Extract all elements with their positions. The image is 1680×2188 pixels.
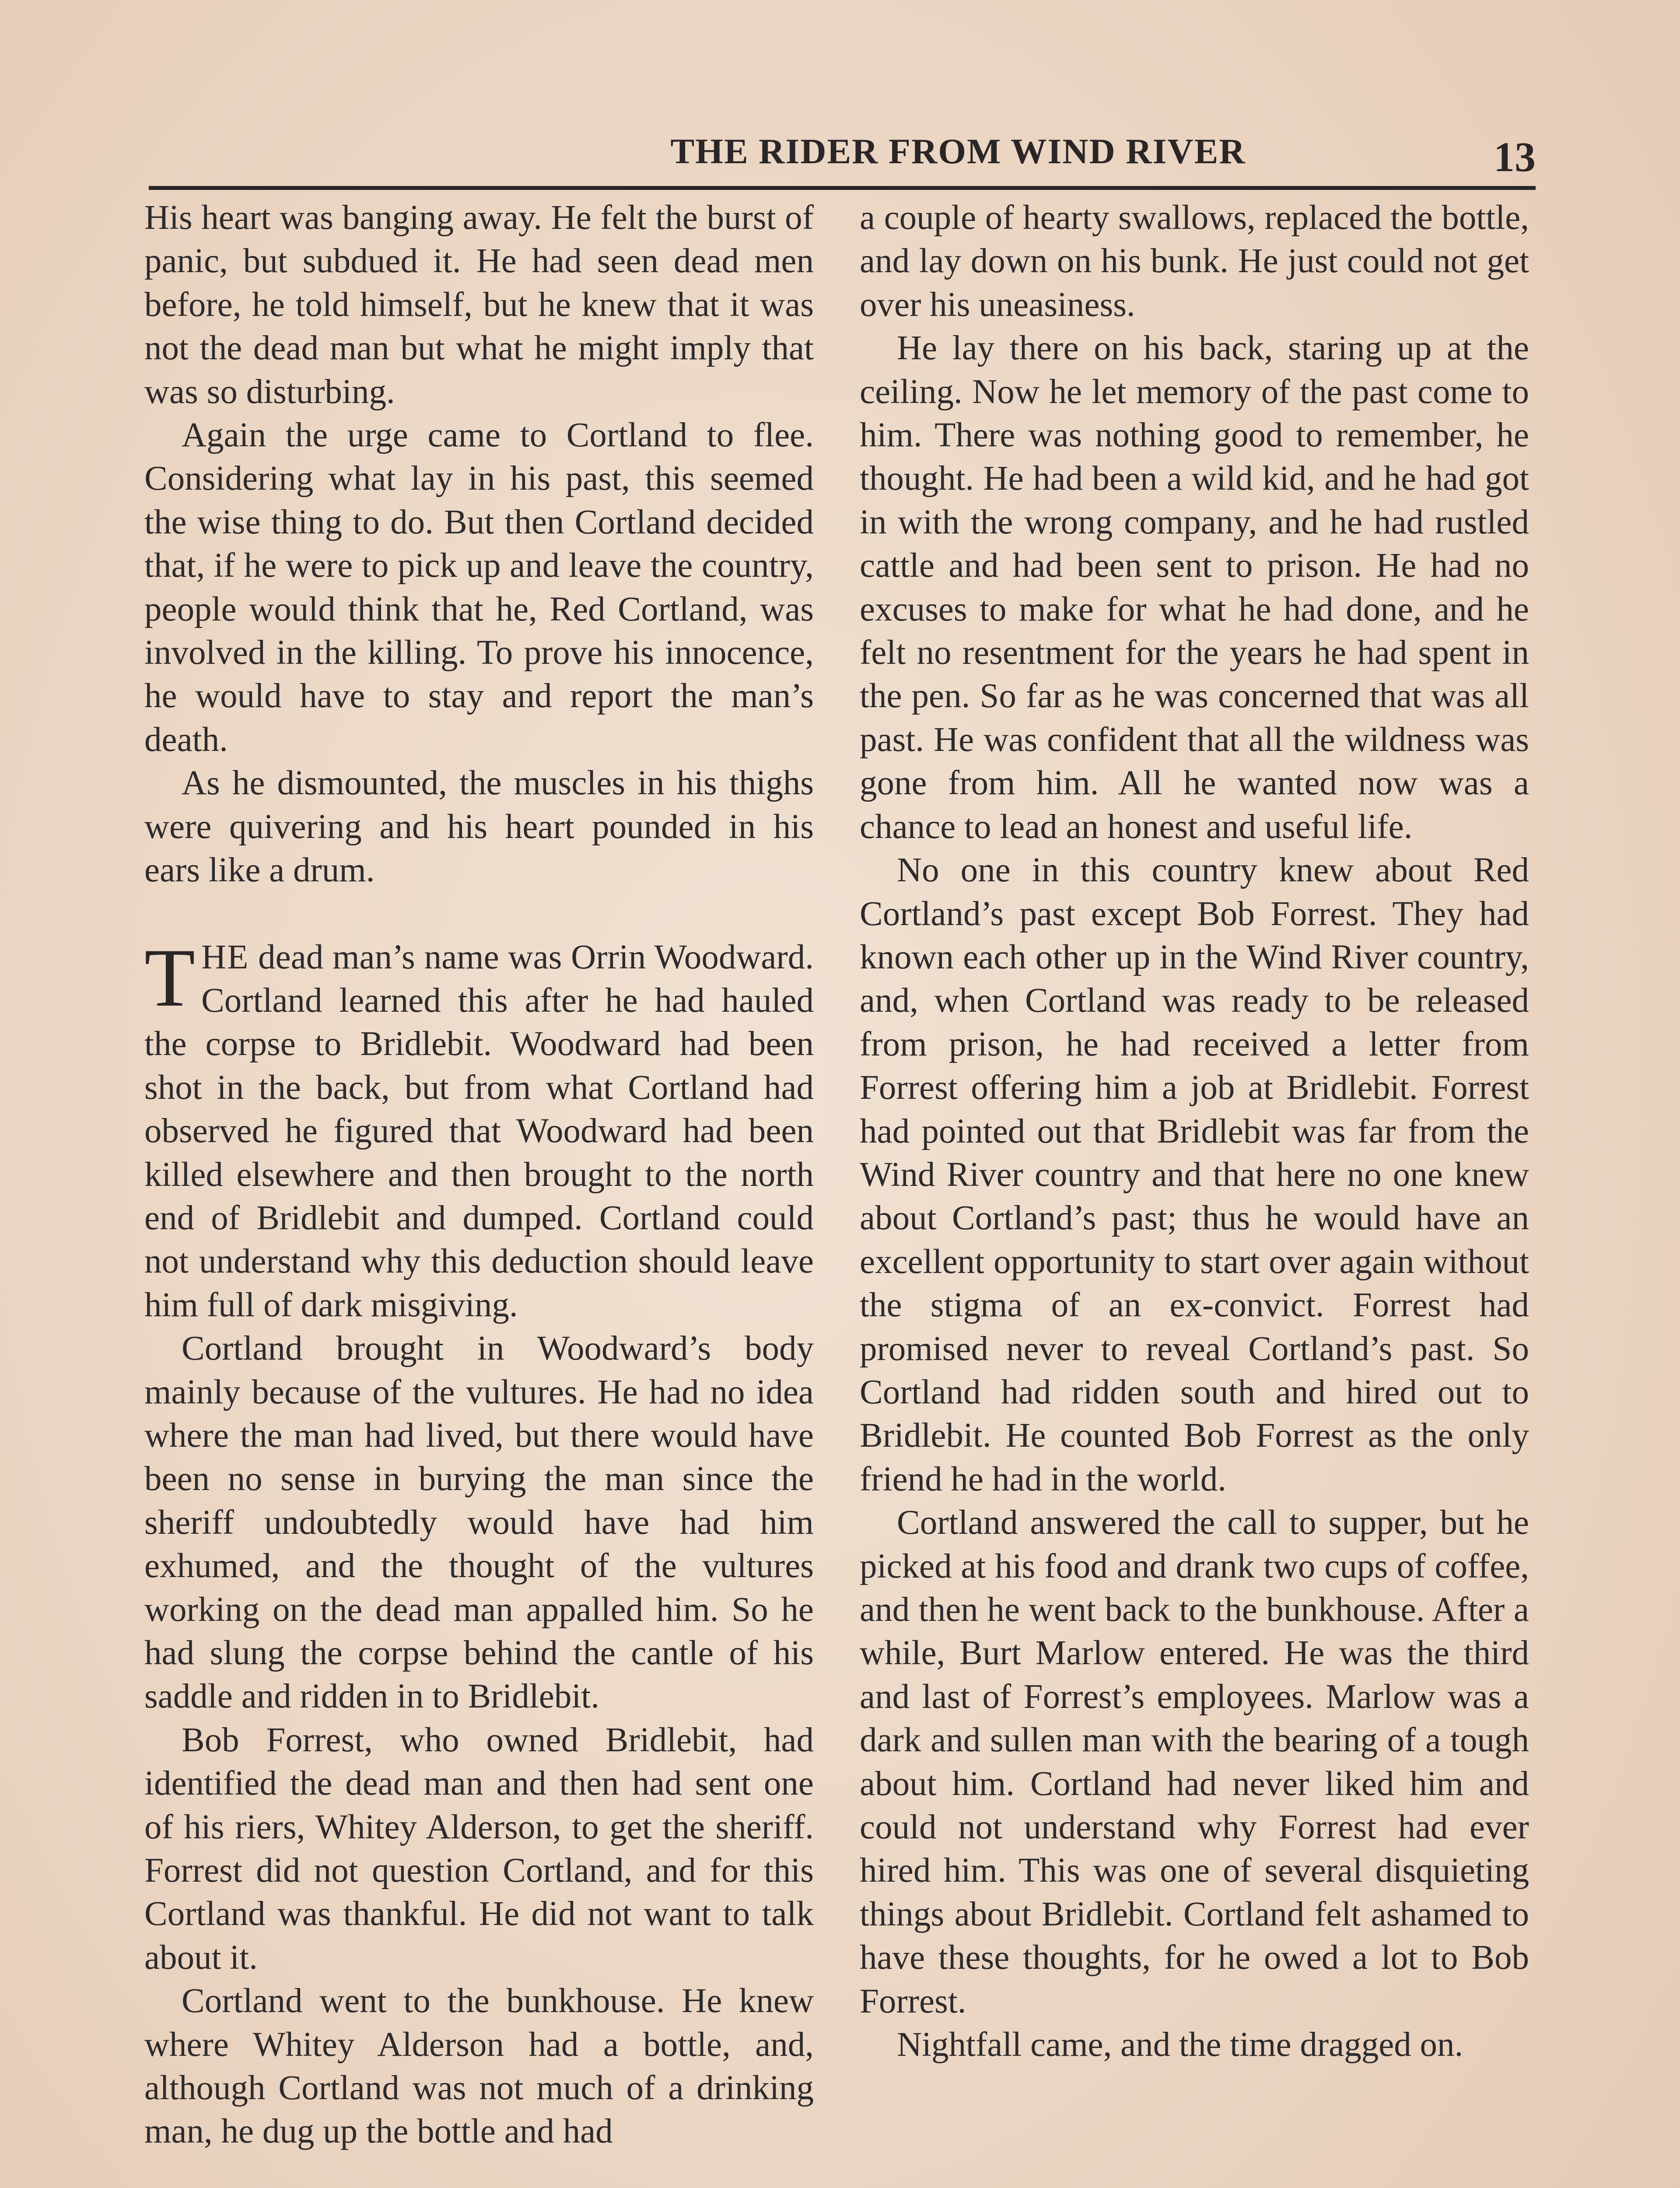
drop-cap-letter: T [144, 932, 196, 1024]
paragraph: His heart was banging away. He felt the burst of panic, but subdued it. He had seen dead men before, he told himself, but he knew that it was not the dead man but what he might imply that was so disturbing. [144, 199, 814, 411]
lead-in-text: HE [201, 938, 249, 976]
paragraph-text: dead man’s name was Orrin Woodward. Cortland learned this after he had hauled the corpse to Bridlebit. Woodward had been shot in the back, but from what Cortland had observed he figured that Woodward had been killed elsewhere and then brought to the north end of Bridlebit and dumped. Cortland could not understand why this deduction should leave him full of dark misgiving. [144, 938, 814, 1324]
paragraph: Cortland brought in Woodward’s body mainly because of the vultures. He had no idea where the man had lived, but there would have been no sense in burying the man since the sheriff undoubtedly would have had him exhumed, and the thought of the vultures working on the dead man appalled him. So he had slung the corpse behind the cantle of his saddle and ridden in to Bridlebit. [144, 1329, 814, 1716]
paragraph: He lay there on his back, staring up at the ceiling. Now he let memory of the past come to him. There was nothing good to remember, he thought. He had been a wild kid, and he had got in with the wrong company, and he had rustled cattle and had been sent to prison. He had no excuses to make for what he had done, and he felt no resentment for the years he had spent in the pen. So far as he was concerned that was all past. He was confident that all the wildness was gone from him. All he wanted now was a chance to lead an honest and useful life. [860, 329, 1529, 846]
paragraph: As he dismounted, the muscles in his thighs were quivering and his heart pounded in his ears like a drum. [144, 764, 814, 890]
drop-cap-paragraph [144, 932, 814, 1327]
paragraph: Cortland went to the bunkhouse. He knew where Whitey Alderson had a bottle, and, although Cortland was not much of a drinking man, he dug up the bottle and had [144, 1982, 814, 2151]
paragraph: Cortland answered the call to supper, but he picked at his food and drank two cups of coffee, and then he went back to the bunkhouse. After a while, Burt Marlow entered. He was the third and last of Forrest’s employees. Marlow was a dark and sullen man with the bearing of a tough about him. Cortland had never liked him and could not understand why Forrest had ever hired him. This was one of several disquieting things about Bridlebit. Cortland felt ashamed to have these thoughts, for he owed a lot to Bob Forrest. [860, 1504, 1529, 2020]
page-number: 13 [1494, 133, 1536, 180]
paragraph: Nightfall came, and the time dragged on. [897, 2026, 1463, 2064]
left-column [144, 196, 814, 2153]
right-column [860, 196, 1529, 2066]
running-title: THE RIDER FROM WIND RIVER [670, 131, 1246, 171]
section-break [144, 892, 814, 936]
paragraph: Again the urge came to Cortland to flee. Considering what lay in his past, this seemed the wise thing to do. But then Cortland decided that, if he were to pick up and leave the country, people would think that he, Red Cortland, was involved in the killing. To prove his innocence, he would have to stay and report the man’s death. [144, 416, 814, 759]
running-header [149, 125, 1536, 190]
paragraph: No one in this country knew about Red Cortland’s past except Bob Forrest. They had known each other up in the Wind River country, and, when Cortland was ready to be released from prison, he had received a letter from Forrest offering him a job at Bridlebit. Forrest had pointed out that Bridlebit was far from the Wind River country and that here no one knew about Cortland’s past; thus he would have an excellent opportunity to start over again without the stigma of an ex-convict. Forrest had promised never to reveal Cortland’s past. So Cortland had ridden south and hired out to Bridlebit. He counted Bob Forrest as the only friend he had in the world. [860, 851, 1529, 1498]
paragraph: Bob Forrest, who owned Bridlebit, had identified the dead man and then had sent one of his riers, Whitey Alderson, to get the sheriff. Forrest did not question Cortland, and for this Cortland was thankful. He did not want to talk about it. [144, 1721, 814, 1977]
paragraph: a couple of hearty swallows, replaced the bottle, and lay down on his bunk. He just could not get over his uneasiness. [860, 199, 1529, 324]
